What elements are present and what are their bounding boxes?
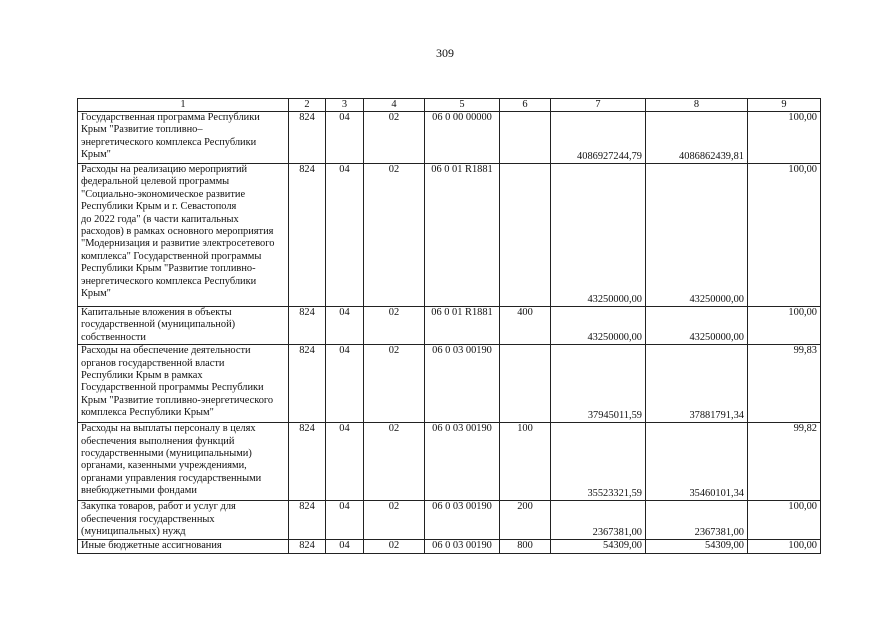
planned-amount-cell: 54309,00	[551, 540, 646, 553]
row-name-line: Крым"	[81, 288, 111, 300]
row-name-line: Республики Крым "Развитие топливно-	[81, 263, 256, 275]
section-code-cell: 04	[326, 423, 364, 501]
row-name-line: обеспечения выполнения функций	[81, 435, 235, 447]
expense-type-cell: 800	[500, 540, 551, 553]
column-header: 5	[425, 99, 500, 112]
row-name-line: Крым"	[81, 149, 111, 161]
column-header: 7	[551, 99, 646, 112]
percent-cell: 100,00	[748, 501, 821, 540]
ved-code-cell: 824	[289, 501, 326, 540]
percent-cell: 100,00	[748, 307, 821, 345]
executed-amount-cell: 43250000,00	[646, 164, 748, 307]
row-name-line: собственности	[81, 331, 146, 343]
planned-amount-cell: 43250000,00	[551, 164, 646, 307]
column-header: 2	[289, 99, 326, 112]
percent-cell: 100,00	[748, 540, 821, 553]
expense-type-cell	[500, 345, 551, 423]
row-name-line: органами управления государственными	[81, 472, 262, 484]
row-name-line: Государственная программа Республики	[81, 112, 260, 123]
row-name-line: Республики Крым в рамках	[81, 370, 203, 382]
table-row	[78, 307, 821, 345]
row-name-cell	[78, 345, 289, 423]
row-name-line: "Социально-экономическое развитие	[81, 188, 246, 200]
row-name-line: Расходы на реализацию мероприятий	[81, 164, 248, 175]
column-header: 1	[78, 99, 289, 112]
planned-amount-cell: 2367381,00	[551, 501, 646, 540]
row-name-line: (муниципальных) нужд	[81, 526, 186, 538]
ved-code-cell: 824	[289, 307, 326, 345]
row-name-line: Иные бюджетные ассигнования	[81, 540, 222, 552]
column-header: 8	[646, 99, 748, 112]
subsection-code-cell: 02	[364, 501, 425, 540]
row-name-line: Закупка товаров, работ и услуг для	[81, 501, 236, 513]
planned-amount-cell: 4086927244,79	[551, 112, 646, 164]
column-header: 4	[364, 99, 425, 112]
section-code-cell: 04	[326, 307, 364, 345]
target-article-cell: 06 0 01 R1881	[425, 307, 500, 345]
section-code-cell: 04	[326, 112, 364, 164]
ved-code-cell: 824	[289, 540, 326, 553]
expense-type-cell: 400	[500, 307, 551, 345]
row-name-line: энергетического комплекса Республики	[81, 275, 257, 287]
ved-code-cell: 824	[289, 423, 326, 501]
table-row	[78, 164, 821, 307]
row-name-line: Крым "Развитие топливно–	[81, 124, 203, 136]
table-header-row	[78, 99, 821, 112]
percent-cell: 100,00	[748, 112, 821, 164]
row-name-line: расходов) в рамках основного мероприятия	[81, 226, 274, 238]
row-name-line: комплекса" Государственной программы	[81, 250, 262, 262]
target-article-cell: 06 0 03 00190	[425, 345, 500, 423]
subsection-code-cell: 02	[364, 112, 425, 164]
row-name-line: государственными (муниципальными)	[81, 448, 252, 460]
section-code-cell: 04	[326, 345, 364, 423]
ved-code-cell: 824	[289, 112, 326, 164]
table-body	[78, 112, 821, 554]
row-name-cell	[78, 307, 289, 345]
row-name-line: комплекса Республики Крым"	[81, 407, 214, 419]
section-code-cell: 04	[326, 164, 364, 307]
percent-cell: 99,83	[748, 345, 821, 423]
executed-amount-cell: 43250000,00	[646, 307, 748, 345]
subsection-code-cell: 02	[364, 423, 425, 501]
subsection-code-cell: 02	[364, 164, 425, 307]
subsection-code-cell: 02	[364, 345, 425, 423]
executed-amount-cell: 2367381,00	[646, 501, 748, 540]
table-row	[78, 540, 821, 553]
table-row	[78, 112, 821, 164]
expense-type-cell: 100	[500, 423, 551, 501]
row-name-line: энергетического комплекса Республики	[81, 136, 257, 148]
row-name-cell	[78, 112, 289, 164]
table-row	[78, 345, 821, 423]
subsection-code-cell: 02	[364, 540, 425, 553]
ved-code-cell: 824	[289, 164, 326, 307]
row-name-line: "Модернизация и развитие электросетевого	[81, 238, 275, 250]
row-name-line: органами, казенными учреждениями,	[81, 460, 247, 472]
page-number: 309	[436, 46, 454, 60]
row-name-line: Крым "Развитие топливно-энергетического	[81, 394, 274, 406]
column-header: 9	[748, 99, 821, 112]
table-row	[78, 423, 821, 501]
row-name-line: внебюджетными фондами	[81, 485, 197, 497]
target-article-cell: 06 0 03 00190	[425, 423, 500, 501]
section-code-cell: 04	[326, 540, 364, 553]
target-article-cell: 06 0 03 00190	[425, 540, 500, 553]
executed-amount-cell: 35460101,34	[646, 423, 748, 501]
executed-amount-cell: 54309,00	[646, 540, 748, 553]
subsection-code-cell: 02	[364, 307, 425, 345]
budget-table	[77, 98, 821, 554]
executed-amount-cell: 4086862439,81	[646, 112, 748, 164]
row-name-line: Республики Крым и г. Севастополя	[81, 201, 237, 213]
percent-cell: 99,82	[748, 423, 821, 501]
row-name-line: Расходы на обеспечение деятельности	[81, 345, 251, 357]
row-name-line: Капитальные вложения в объекты	[81, 307, 232, 318]
row-name-line: Расходы на выплаты персоналу в целях	[81, 423, 256, 435]
executed-amount-cell: 37881791,34	[646, 345, 748, 423]
row-name-line: органов государственной власти	[81, 357, 225, 369]
row-name-cell	[78, 501, 289, 540]
table-row	[78, 501, 821, 540]
row-name-line: государственной (муниципальной)	[81, 319, 236, 331]
row-name-line: до 2022 года" (в части капитальных	[81, 213, 239, 225]
planned-amount-cell: 35523321,59	[551, 423, 646, 501]
planned-amount-cell: 37945011,59	[551, 345, 646, 423]
expense-type-cell	[500, 164, 551, 307]
row-name-cell	[78, 423, 289, 501]
row-name-line: федеральной целевой программы	[81, 176, 230, 188]
row-name-line: обеспечения государственных	[81, 513, 215, 525]
expense-type-cell	[500, 112, 551, 164]
planned-amount-cell: 43250000,00	[551, 307, 646, 345]
section-code-cell: 04	[326, 501, 364, 540]
row-name-cell	[78, 540, 289, 553]
column-header: 3	[326, 99, 364, 112]
row-name-cell	[78, 164, 289, 307]
target-article-cell: 06 0 01 R1881	[425, 164, 500, 307]
target-article-cell: 06 0 00 00000	[425, 112, 500, 164]
column-header: 6	[500, 99, 551, 112]
row-name-line: Государственной программы Республики	[81, 382, 264, 394]
expense-type-cell: 200	[500, 501, 551, 540]
percent-cell: 100,00	[748, 164, 821, 307]
target-article-cell: 06 0 03 00190	[425, 501, 500, 540]
ved-code-cell: 824	[289, 345, 326, 423]
